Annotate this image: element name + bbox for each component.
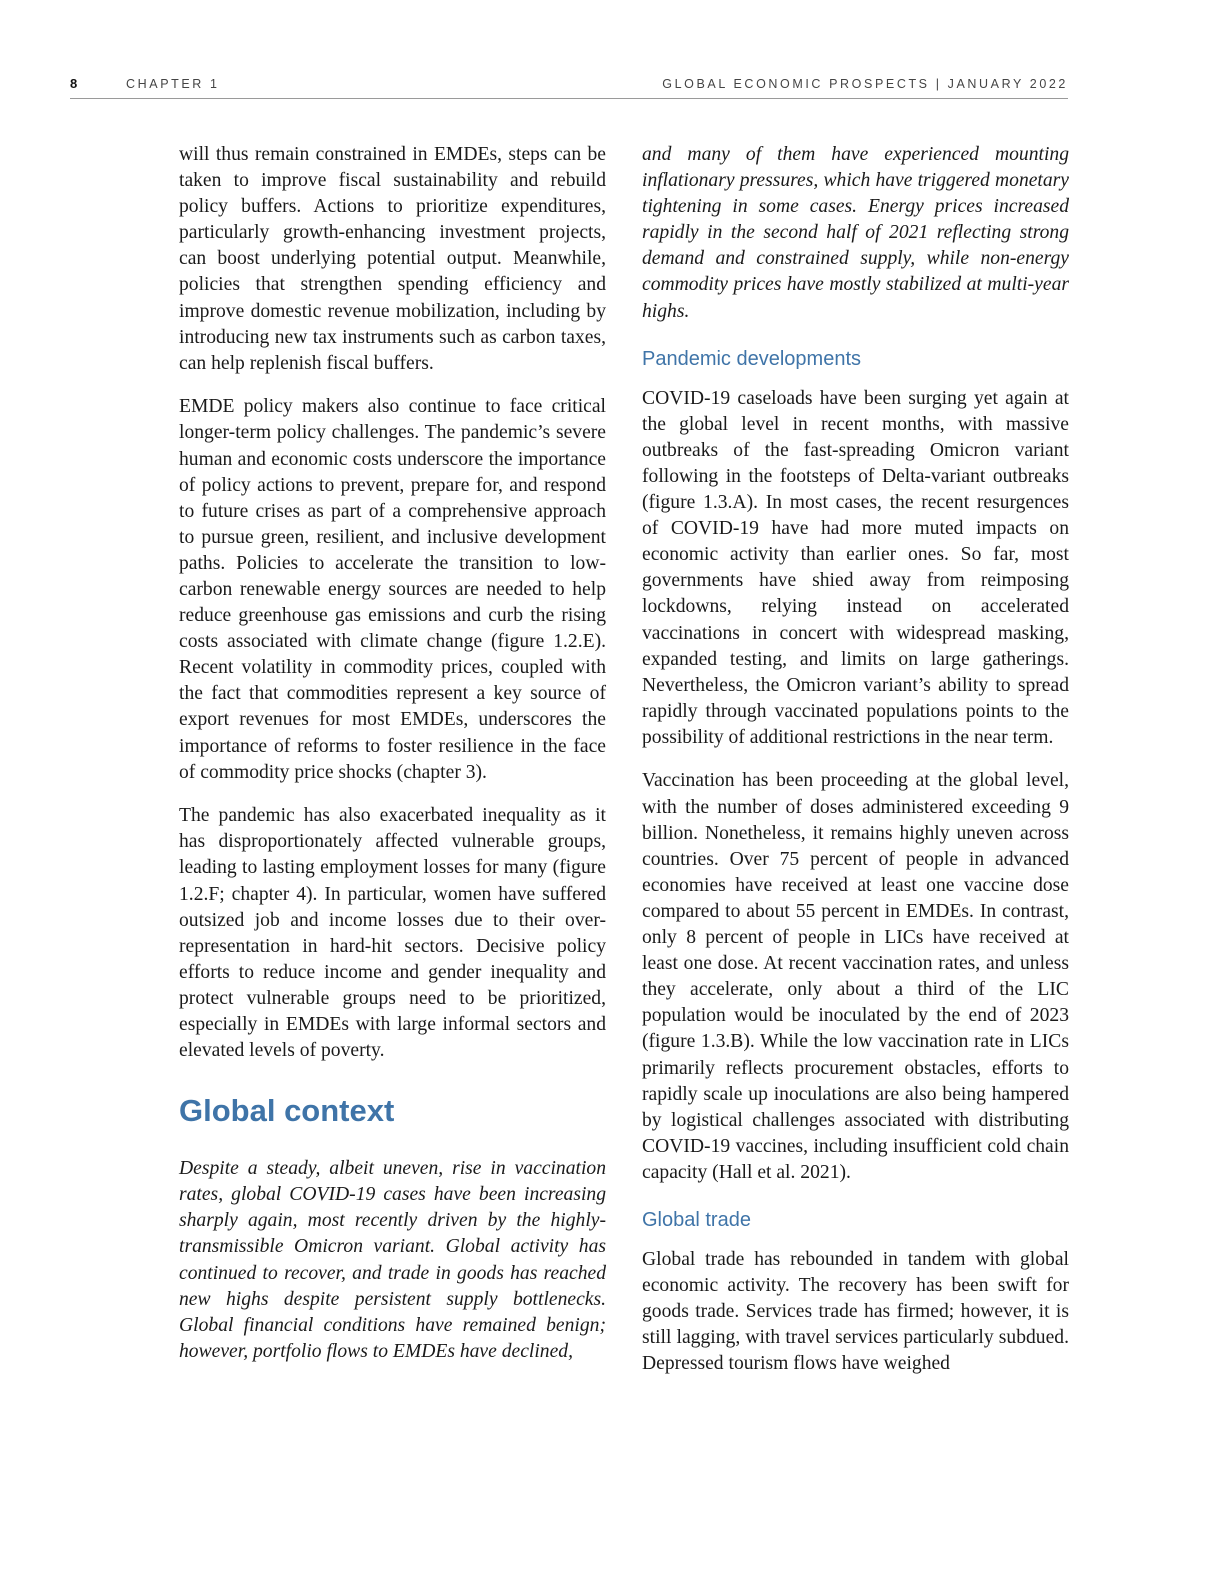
paragraph-global-context-summary: Despite a steady, albeit uneven, rise in vaccination rates, global COVID-19 cases have been increasing sharply again, most recently driven by the highly-transmissible Omicron variant. Global activity has continued to recover, and trade in goods has reached new highs despite persistent supply bottlenecks. Global financial conditions have remained benign; however, portfolio flows to EMDEs have declined, bbox=[179, 1158, 606, 1362]
paragraph-covid-caseloads: COVID-19 caseloads have been surging yet again at the global level in recent months, with massive outbreaks of the fast-spreading Omicron variant following in the footsteps of Delta-variant outbreaks (figure 1.3.A). In most cases, the recent resurgences of COVID-19 have had more muted impacts on economic activity than earlier ones. So far, most governments have shied away from reimposing lockdowns, relying instead on accelerated vaccinations in concert with widespread masking, expanded testing, and limits on large gatherings. Nevertheless, the Omicron variant’s ability to spread rapidly through vaccinated populations points to the possibility of additional restrictions in the near term. bbox=[642, 387, 1069, 748]
publication-title: GLOBAL ECONOMIC PROSPECTS | JANUARY 2022 bbox=[662, 77, 1068, 91]
subheading-pandemic-developments: Pandemic developments bbox=[642, 347, 862, 370]
paragraph-global-trade: Global trade has rebounded in tandem with global economic activity. The recovery has been swift for goods trade. Services trade has firmed; however, it is still lagging, with travel services particularly subdued. Depressed tourism flows have weighed bbox=[642, 1248, 1069, 1375]
left-column bbox=[179, 142, 606, 1382]
chapter-label: CHAPTER 1 bbox=[126, 77, 220, 91]
subheading-global-trade: Global trade bbox=[642, 1208, 751, 1231]
paragraph-fiscal-buffers: will thus remain constrained in EMDEs, steps can be taken to improve fiscal sustainability and rebuild policy buffers. Actions to prioritize expenditures, particularly growth-enhancing investment projects, can boost underlying potential output. Meanwhile, policies that strengthen spending efficiency and improve domestic revenue mobilization, including by introducing new tax instruments such as carbon taxes, can help replenish fiscal buffers. bbox=[179, 144, 606, 374]
paragraph-vaccination: Vaccination has been proceeding at the global level, with the number of doses administered exceeding 9 billion. Nonetheless, it remains highly uneven across countries. Over 75 percent of people in advanced economies have received at least one vaccine dose compared to about 55 percent in EMDEs. In contrast, only 8 percent of people in LICs have received at least one dose. At recent vaccination rates, and unless they accelerate, only about a third of the LIC population would be inoculated by the end of 2023 (figure 1.3.B). While the low vaccination rate in LICs primarily reflects procurement obstacles, efforts to rapidly scale up inoculations are also being hampered by logistical challenges associated with distributing COVID-19 vaccines, including insufficient cold chain capacity (Hall et al. 2021). bbox=[642, 770, 1069, 1183]
paragraph-inequality: The pandemic has also exacerbated inequality as it has disproportionately affected vulnerable groups, leading to lasting employment losses for many (figure 1.2.F; chapter 4). In particular, women have suffered outsized job and income losses due to their over-representation in hard-hit sectors. Decisive policy efforts to reduce income and gender inequality and protect vulnerable groups need to be prioritized, especially in EMDEs with large informal sectors and elevated levels of poverty. bbox=[179, 805, 606, 1062]
right-column bbox=[642, 142, 1069, 1395]
section-heading-global-context: Global context bbox=[179, 1093, 395, 1129]
page-number: 8 bbox=[70, 76, 78, 91]
paragraph-global-context-summary-cont: and many of them have experienced mounting inflationary pressures, which have triggered monetary tightening in some cases. Energy prices increased rapidly in the second half of 2021 reflecting strong demand and constrained supply, while non-energy commodity prices have mostly stabilized at multi-year highs. bbox=[642, 144, 1069, 322]
paragraph-policy-challenges: EMDE policy makers also continue to face critical longer-term policy challenges. The pandemic’s severe human and economic costs underscore the importance of policy actions to prevent, prepare for, and respond to future crises as part of a comprehensive approach to pursue green, resilient, and inclusive development paths. Policies to accelerate the transition to low-carbon renewable energy sources are needed to help reduce greenhouse gas emissions and curb the rising costs associated with climate change (figure 1.2.E). Recent volatility in commodity prices, coupled with the fact that commodities represent a key source of export revenues for most EMDEs, underscores the importance of reforms to foster resilience in the face of commodity price shocks (chapter 3). bbox=[179, 396, 606, 783]
page-header bbox=[70, 76, 1068, 99]
